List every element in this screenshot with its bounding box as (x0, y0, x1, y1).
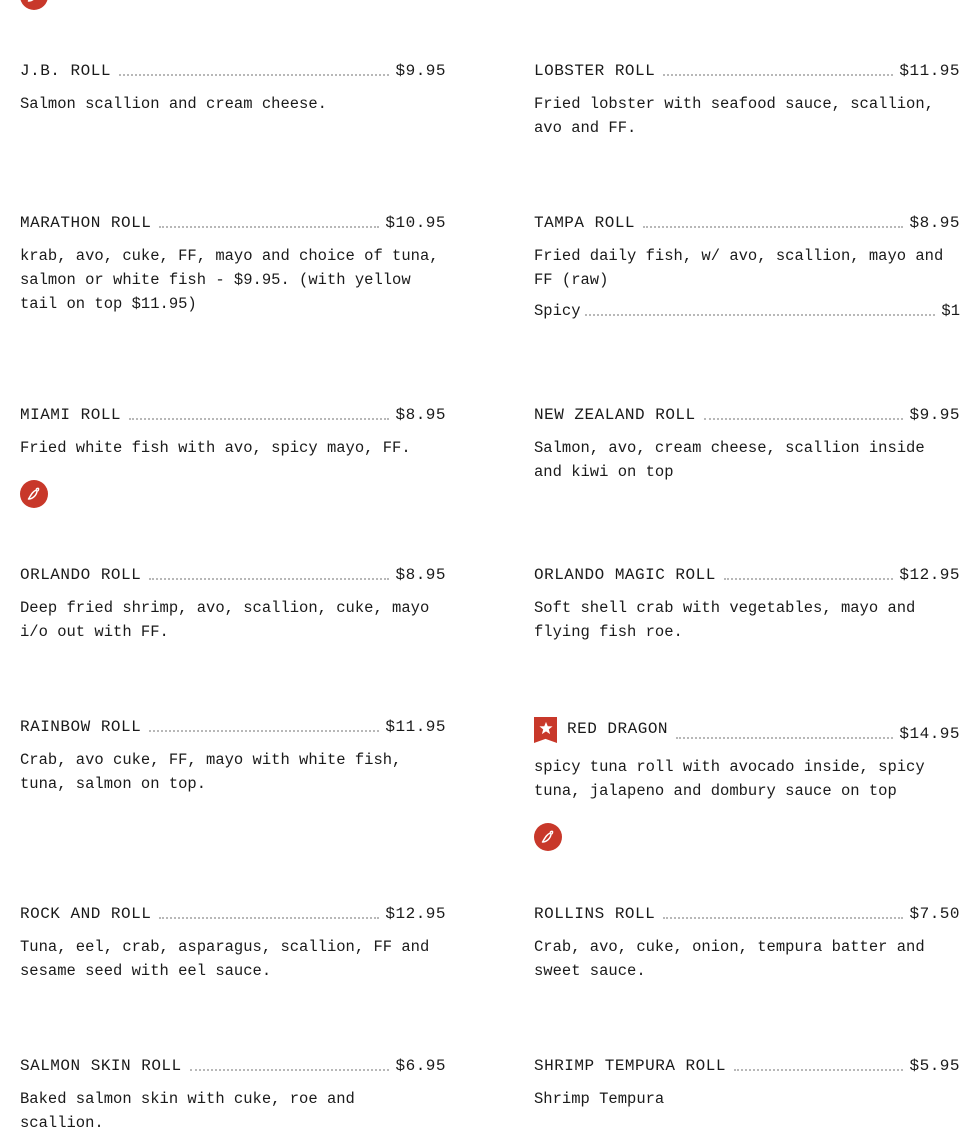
item-name: ORLANDO ROLL (20, 566, 142, 584)
item-price: $10.95 (385, 214, 446, 232)
item-price: $6.95 (395, 1057, 446, 1075)
menu-item[interactable] (20, 901, 446, 983)
item-name: ORLANDO MAGIC ROLL (534, 566, 716, 584)
menu-item[interactable] (534, 1053, 960, 1111)
dot-leader (724, 578, 894, 580)
item-description: Deep fried shrimp, avo, scallion, cuke, mayo i/o out with FF. (20, 599, 430, 641)
dot-leader (159, 226, 379, 228)
dot-leader (119, 74, 390, 76)
menu-item[interactable] (20, 210, 446, 316)
item-name: TAMPA ROLL (534, 214, 636, 232)
menu-item[interactable] (534, 402, 960, 484)
item-name: RAINBOW ROLL (20, 718, 142, 736)
item-price: $9.95 (395, 62, 446, 80)
item-description: Salmon scallion and cream cheese. (20, 95, 327, 113)
item-name: ROCK AND ROLL (20, 905, 152, 923)
menu-item[interactable] (534, 210, 960, 320)
dot-leader (149, 730, 379, 732)
item-price: $11.95 (385, 718, 446, 736)
item-description: Fried white fish with avo, spicy mayo, FF. (20, 439, 411, 457)
item-price: $7.50 (909, 905, 960, 923)
chili-pepper-icon (534, 823, 562, 851)
item-description: Tuna, eel, crab, asparagus, scallion, FF and sesame seed with eel sauce. (20, 938, 430, 980)
item-name: ROLLINS ROLL (534, 905, 656, 923)
item-description: Crab, avo, cuke, onion, tempura batter and sweet sauce. (534, 938, 925, 980)
item-description: krab, avo, cuke, FF, mayo and choice of tuna, salmon or white fish - $9.95. (with yellow tail on top $11.95) (20, 247, 439, 313)
dot-leader (734, 1069, 904, 1071)
item-name: RED DRAGON (567, 720, 669, 738)
menu-item[interactable] (534, 58, 960, 140)
option-price: $1 (941, 302, 960, 320)
item-price: $8.95 (395, 566, 446, 584)
item-description: Shrimp Tempura (534, 1090, 665, 1108)
item-name: J.B. ROLL (20, 62, 111, 80)
item-price: $8.95 (395, 406, 446, 424)
item-name: LOBSTER ROLL (534, 62, 656, 80)
menu-item[interactable] (20, 58, 446, 116)
dot-leader (704, 418, 904, 420)
item-name: NEW ZEALAND ROLL (534, 406, 696, 424)
item-price: $5.95 (909, 1057, 960, 1075)
dot-leader (663, 917, 903, 919)
item-name: SHRIMP TEMPURA ROLL (534, 1057, 726, 1075)
dot-leader (643, 226, 903, 228)
item-description: Salmon, avo, cream cheese, scallion inside and kiwi on top (534, 439, 925, 481)
item-description: Fried daily fish, w/ avo, scallion, mayo and FF (raw) (534, 247, 944, 289)
item-description: Baked salmon skin with cuke, roe and scallion. (20, 1090, 355, 1132)
menu-item[interactable] (534, 562, 960, 644)
dot-leader (129, 418, 389, 420)
dot-leader (663, 74, 893, 76)
item-option-row[interactable] (534, 302, 960, 320)
item-price: $8.95 (909, 214, 960, 232)
menu-item[interactable] (534, 716, 960, 851)
item-name: MIAMI ROLL (20, 406, 122, 424)
dot-leader (190, 1069, 390, 1071)
item-price: $14.95 (899, 725, 960, 743)
dot-leader (149, 578, 389, 580)
star-ribbon-icon (534, 717, 557, 743)
item-price: $12.95 (385, 905, 446, 923)
menu-item[interactable] (20, 562, 446, 644)
item-price: $9.95 (909, 406, 960, 424)
chili-pepper-icon (20, 480, 48, 508)
menu-item[interactable] (20, 402, 446, 508)
item-name: SALMON SKIN ROLL (20, 1057, 182, 1075)
menu-item[interactable] (534, 901, 960, 983)
item-name: MARATHON ROLL (20, 214, 152, 232)
dot-leader (159, 917, 379, 919)
menu-item[interactable] (20, 714, 446, 796)
item-price: $11.95 (899, 62, 960, 80)
item-description: Soft shell crab with vegetables, mayo and flying fish roe. (534, 599, 916, 641)
item-price: $12.95 (899, 566, 960, 584)
option-label: Spicy (534, 302, 581, 320)
dot-leader (585, 314, 936, 316)
item-description: Fried lobster with seafood sauce, scallion, avo and FF. (534, 95, 934, 137)
item-description: Crab, avo cuke, FF, mayo with white fish, tuna, salmon on top. (20, 751, 402, 793)
item-description: spicy tuna roll with avocado inside, spicy tuna, jalapeno and dombury sauce on top (534, 758, 925, 800)
menu-item[interactable] (20, 1053, 446, 1135)
dot-leader (676, 737, 893, 739)
chili-pepper-icon (20, 0, 48, 10)
